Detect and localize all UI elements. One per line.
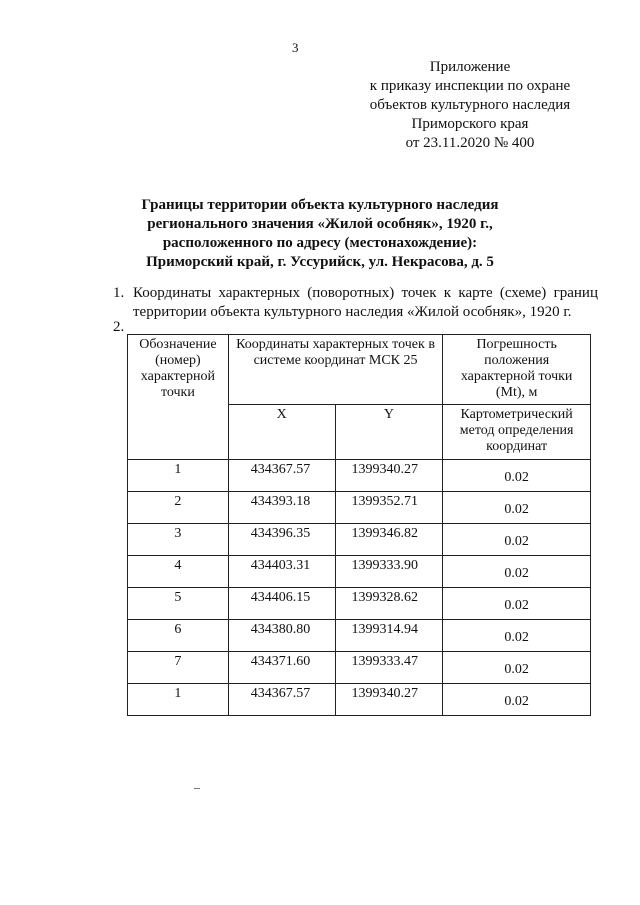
cell-error: 0.02 [443,684,591,716]
list-item-text: Координаты характерных (поворотных) точек к карте (схеме) границ территории объекта культурного наследия «Жилой особняк», 1920 г. [133,285,598,320]
cell-y: 1399340.27 [335,684,443,716]
cell-y: 1399352.71 [335,492,443,524]
table-row [128,556,591,588]
table-header-row [128,335,591,405]
table-row [128,524,591,556]
cell-y: 1399340.27 [335,460,443,492]
scan-mark [194,788,200,789]
cell-point: 3 [128,524,229,556]
cell-y: 1399346.82 [335,524,443,556]
cell-point: 1 [128,460,229,492]
table-row [128,460,591,492]
cell-x: 434396.35 [228,524,335,556]
list-item-number: 1. [113,285,125,301]
title-line: Границы территории объекта культурного наследия [141,197,499,213]
table-row [128,652,591,684]
cell-point: 6 [128,620,229,652]
appendix-line: Приморского края [411,116,529,132]
cell-y: 1399333.90 [335,556,443,588]
cell-error: 0.02 [443,524,591,556]
cell-x: 434380.80 [228,620,335,652]
cell-x: 434367.57 [228,460,335,492]
cell-error: 0.02 [443,620,591,652]
cell-error: 0.02 [443,652,591,684]
document-title [90,196,550,272]
cell-error: 0.02 [443,556,591,588]
cell-x: 434406.15 [228,588,335,620]
appendix-block [330,58,610,153]
title-line: Приморский край, г. Уссурийск, ул. Некрасова, д. 5 [146,254,494,270]
cell-y: 1399328.62 [335,588,443,620]
cell-x: 434393.18 [228,492,335,524]
table-row [128,588,591,620]
cell-point: 2 [128,492,229,524]
cell-error: 0.02 [443,492,591,524]
cell-point: 5 [128,588,229,620]
header-designation: Обозначение (номер) характерной точки [128,335,229,460]
header-method: Картометрический метод определения координат [443,405,591,460]
table-row [128,684,591,716]
header-x: X [228,405,335,460]
list-item-1 [113,284,598,322]
title-line: регионального значения «Жилой особняк», 1920 г., [147,216,493,232]
coordinates-table [127,334,591,716]
cell-point: 7 [128,652,229,684]
header-error: Погрешность положения характерной точки (Mt), м [443,335,591,405]
list-item-number: 2. [113,319,125,335]
table-row [128,620,591,652]
cell-y: 1399314.94 [335,620,443,652]
cell-y: 1399333.47 [335,652,443,684]
appendix-line: объектов культурного наследия [369,97,571,113]
cell-x: 434371.60 [228,652,335,684]
table-row [128,492,591,524]
appendix-line: от 23.11.2020 № 400 [405,135,535,151]
cell-point: 1 [128,684,229,716]
cell-point: 4 [128,556,229,588]
list-item-2 [113,318,124,337]
header-coordinates: Координаты характерных точек в системе координат МСК 25 [228,335,443,405]
appendix-line: к приказу инспекции по охране [369,78,571,94]
page-number: 3 [292,40,299,55]
cell-error: 0.02 [443,588,591,620]
cell-x: 434367.57 [228,684,335,716]
cell-x: 434403.31 [228,556,335,588]
header-y: Y [335,405,443,460]
cell-error: 0.02 [443,460,591,492]
title-line: расположенного по адресу (местонахождение): [162,235,478,251]
appendix-line: Приложение [429,59,511,75]
